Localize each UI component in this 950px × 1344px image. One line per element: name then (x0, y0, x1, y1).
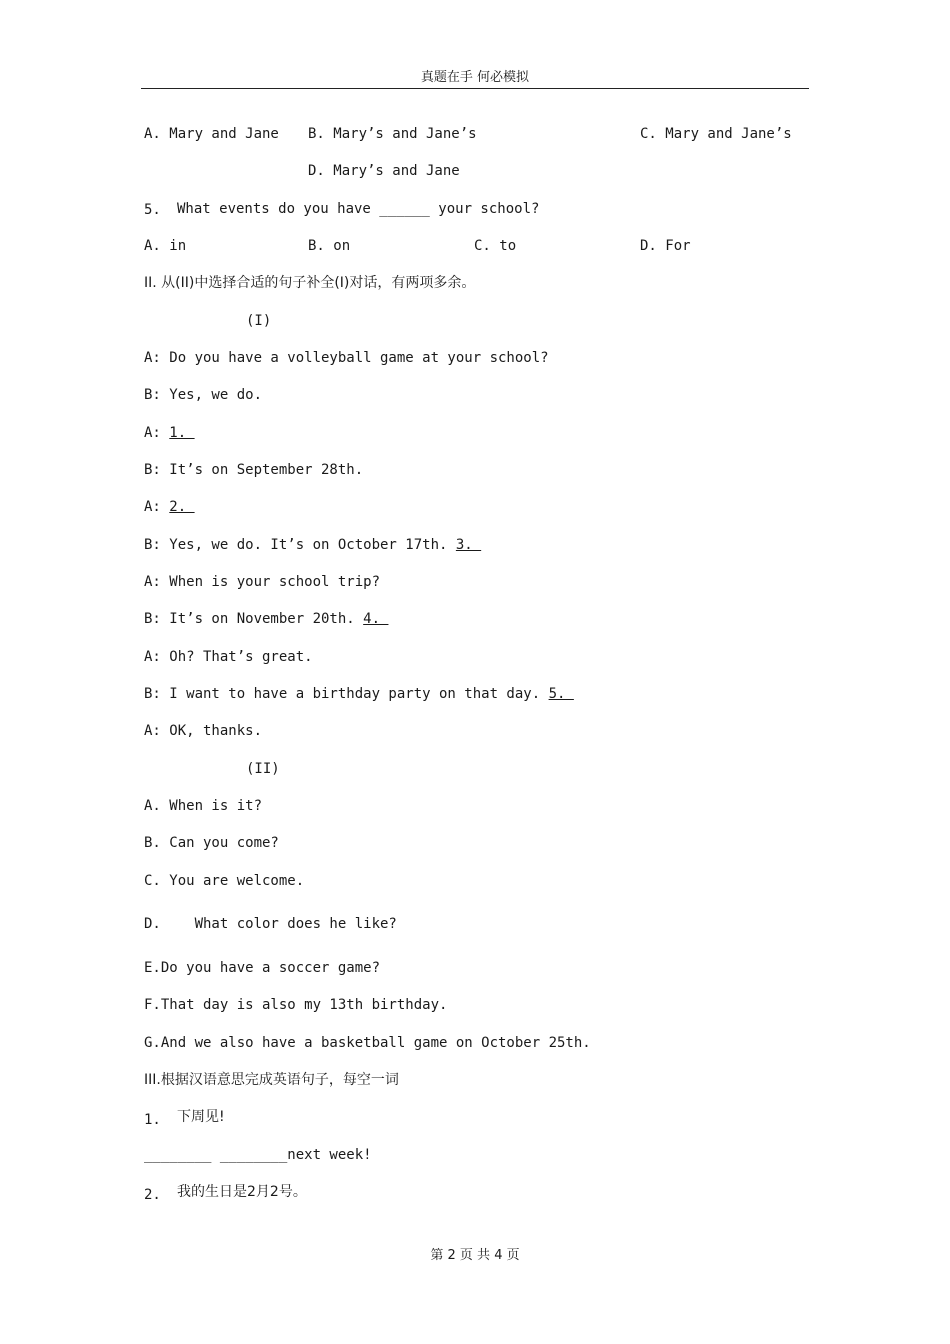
header-rule (141, 88, 809, 89)
option-item: E.Do you have a soccer game? (144, 960, 381, 976)
section2-part1-label: (I) (246, 313, 272, 329)
option-item: F.That day is also my 13th birthday. (144, 997, 448, 1013)
s3-q2-number: 2. (144, 1187, 161, 1203)
page-footer: 第 2 页 共 4 页 (430, 1248, 520, 1263)
dialogue-line: A: Oh? That’s great. (144, 649, 313, 665)
dialogue-line: B: I want to have a birthday party on that day. 5. (144, 686, 574, 702)
q5-question: What events do you have ______ your school? (177, 201, 540, 217)
dialogue-line: A: When is your school trip? (144, 574, 381, 590)
dialogue-line: B: Yes, we do. It’s on October 17th. 3. (144, 537, 482, 553)
q5-option-c: C. to (474, 238, 517, 254)
section2-part2-label: (II) (246, 761, 280, 777)
option-item: B. Can you come? (144, 835, 279, 851)
q4-option-b: B. Mary’s and Jane’s (308, 126, 477, 142)
blank-4: 4. (363, 611, 389, 627)
option-item: D. What color does he like? (144, 916, 397, 932)
dialogue-line: A: Do you have a volleyball game at your school? (144, 350, 549, 366)
s3-q1-number: 1. (144, 1112, 161, 1128)
page-header: 真题在手 何必模拟 (420, 70, 530, 85)
s3-q1-text: 下周见! (177, 1109, 225, 1125)
q4-option-a: A. Mary and Jane (144, 126, 279, 142)
dialogue-line: B: It’s on September 28th. (144, 462, 364, 478)
section2-title: II. 从(II)中选择合适的句子补全(I)对话，有两项多余。 (144, 275, 476, 291)
dialogue-line: A: OK, thanks. (144, 723, 263, 739)
q4-option-c: C. Mary and Jane’s (640, 126, 792, 142)
option-item: C. You are welcome. (144, 873, 305, 889)
s3-q1-blank: ________ ________next week! (144, 1147, 372, 1163)
dialogue-line: B: Yes, we do. (144, 387, 263, 403)
q5-option-a: A. in (144, 238, 187, 254)
dialogue-line: B: It’s on November 20th. 4. (144, 611, 389, 627)
q5-number: 5. (144, 202, 161, 218)
q5-option-b: B. on (308, 238, 351, 254)
q5-option-d: D. For (640, 238, 691, 254)
blank-3: 3. (455, 537, 482, 553)
s3-q2-text: 我的生日是2月2号。 (177, 1184, 307, 1200)
option-item: A. When is it? (144, 798, 263, 814)
dialogue-line: A: 1. (144, 425, 195, 441)
option-item: G.And we also have a basketball game on October 25th. (144, 1035, 591, 1051)
blank-1: 1. (169, 425, 195, 441)
q4-option-d: D. Mary’s and Jane (308, 163, 460, 179)
blank-5: 5. (548, 686, 574, 702)
blank-2: 2. (169, 499, 195, 515)
dialogue-line: A: 2. (144, 499, 195, 515)
section3-title: III.根据汉语意思完成英语句子，每空一词 (144, 1072, 399, 1088)
